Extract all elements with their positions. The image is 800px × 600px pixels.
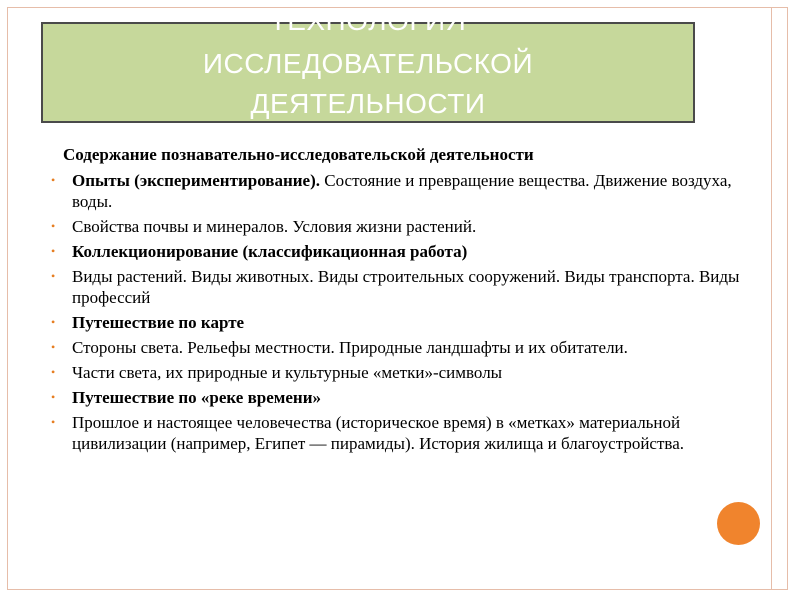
bullet-lead: Путешествие по карте [72, 313, 245, 332]
bullet-item [45, 412, 765, 454]
bullet-lead: Опыты (экспериментирование). [72, 171, 325, 190]
title-box [41, 5, 695, 123]
bullet-icon: • [51, 315, 56, 329]
bullet-icon: • [51, 340, 56, 354]
bullet-lead: Коллекционирование (классификационная работа) [72, 242, 468, 261]
bullet-text: Свойства почвы и минералов. Условия жизни растений. [72, 217, 477, 236]
bullet-icon: • [51, 269, 56, 283]
title-line-3: ДЕЯТЕЛЬНОСТИ [250, 88, 486, 119]
bullet-list [45, 170, 765, 458]
bullet-item [45, 387, 765, 408]
bullet-icon: • [51, 173, 56, 187]
title-line-1: ТЕХНОЛОГИЯ [269, 5, 467, 36]
bullet-text: Виды растений. Виды животных. Виды строительных сооружений. Виды транспорта. Виды профессий [72, 267, 740, 307]
bullet-item [45, 337, 765, 358]
bullet-item [45, 266, 765, 308]
bullet-text: Части света, их природные и культурные «метки»-символы [72, 363, 503, 382]
bullet-item [45, 362, 765, 383]
slide-frame-inner-line [771, 7, 772, 590]
bullet-text: Прошлое и настоящее человечества (историческое время) в «метках» материальной цивилизации (например, Египет — пирамиды). История жилища и благоустройства. [72, 413, 684, 453]
bullet-item [45, 170, 765, 212]
bullet-item [45, 312, 765, 333]
decorative-circle-icon [717, 502, 760, 545]
bullet-lead: Путешествие по «реке времени» [72, 388, 321, 407]
bullet-text: Состояние и превращение вещества. Движение воздуха, воды. [72, 171, 732, 211]
bullet-icon: • [51, 415, 56, 429]
bullet-text: Стороны света. Рельефы местности. Природные ландшафты и их обитатели. [72, 338, 628, 357]
bullet-item [45, 216, 765, 237]
title-line-2: ИССЛЕДОВАТЕЛЬСКОЙ [202, 48, 534, 79]
bullet-icon: • [51, 365, 56, 379]
bullet-icon: • [51, 244, 56, 258]
bullet-icon: • [51, 390, 56, 404]
bullet-icon: • [51, 219, 56, 233]
content-heading: Содержание познавательно-исследовательской деятельности [63, 145, 534, 164]
bullet-item [45, 241, 765, 262]
